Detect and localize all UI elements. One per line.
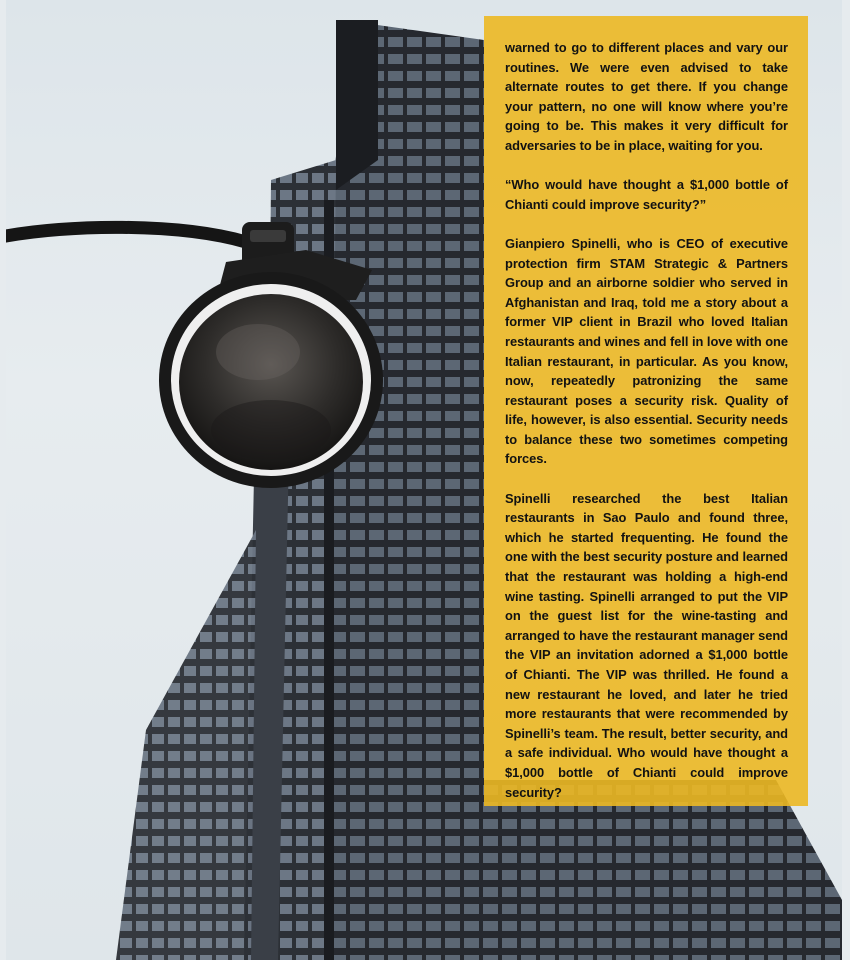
paragraph-spinelli-story: Gianpiero Spinelli, who is CEO of executive protection firm STAM Strategic & Partners Group and an airborne soldier who served in Afghanistan and Iraq, told me a story about a former VIP client in Brazil who loved Italian restaurants and wines and fell in love with one Italian restaurant, in particular. As you know, now, repeatedly patronizing the same restaurant poses a security risk. Quality of life, however, is also essential. Security needs to balance these two sometimes competing forces. xyxy=(505,235,788,467)
paragraph-spinelli-research: Spinelli researched the best Italian restaurants in Sao Paulo and found three, which he started frequenting. He found the one with the best security posture and learned that the restaurant was holding a high-end wine tasting. Spinelli arranged to put the VIP on the guest list for the wine-tasting and arranged to have the restaurant manager send the VIP an invitation adorned a $1,000 bottle of Chianti. The VIP was thrilled. He found a new restaurant he loved, and later he tried more restaurants that were recommended by Spinelli’s team. The result, better security, and a safe individual. Who would have thought a $1,000 bottle of Chianti could improve security? xyxy=(505,490,788,800)
paragraph-continued-intro: warned to go to different places and vary our routines. We were even advised to take alternate routes to get there. If you change your pattern, no one will know where you’re going to be. This makes it very difficult for adversaries to be in place, waiting for you. xyxy=(505,40,788,153)
pull-quote: “Who would have thought a $1,000 bottle of Chianti could improve security?” xyxy=(505,177,788,212)
article-text-panel xyxy=(484,16,808,806)
magazine-page xyxy=(6,0,842,960)
